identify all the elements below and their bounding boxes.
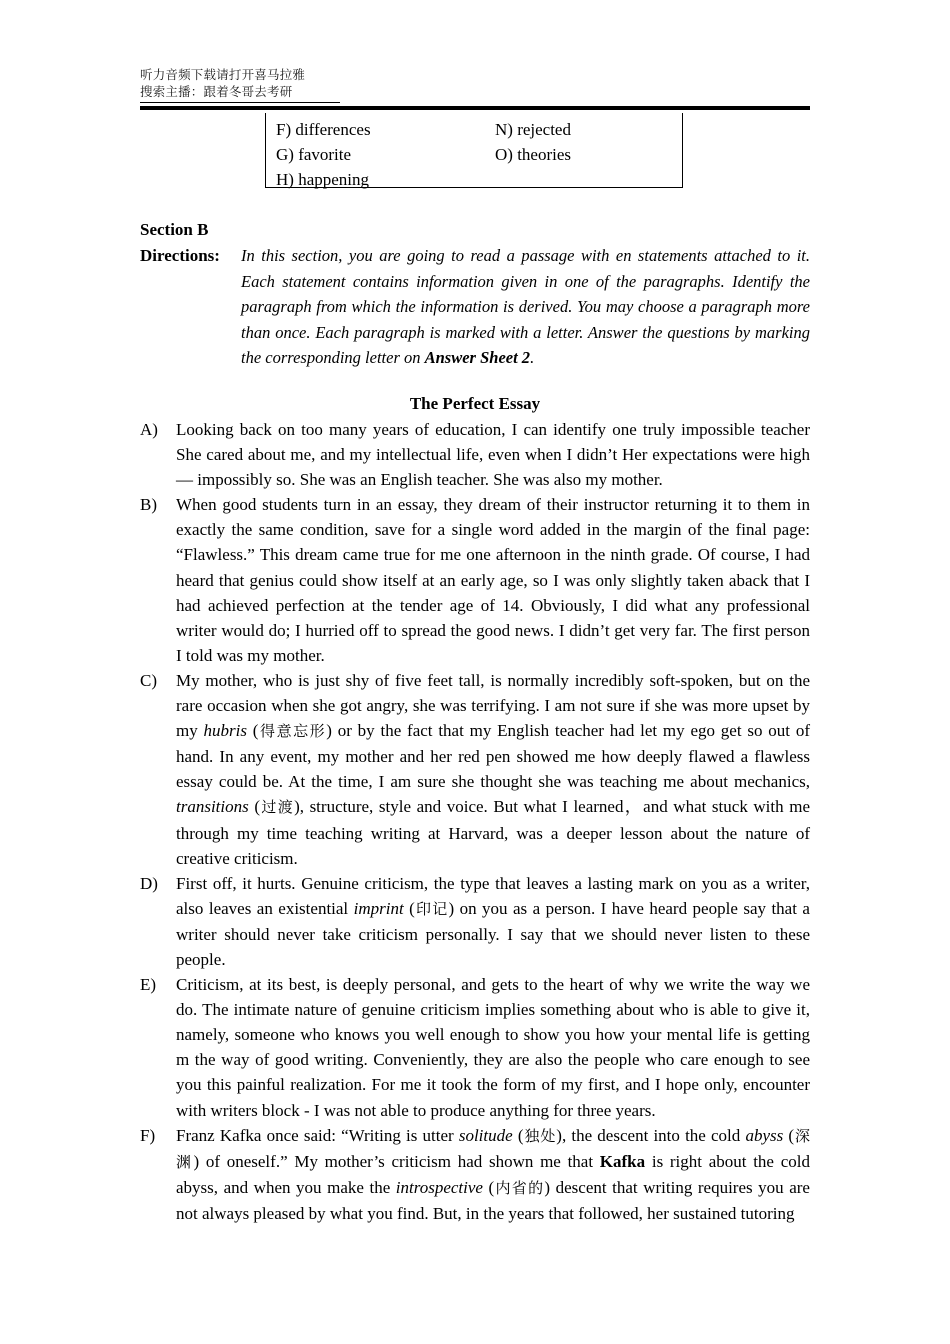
chinese-gloss: 内省的 <box>494 1178 545 1197</box>
text-run: ) descent that writing requires you are not always pleased by what you find. But, in the years that followed, her sustained tutoring <box>176 1177 810 1223</box>
text-run: ) on you as a person. I have heard people say that a writer should never take criticism personally. I say that we should never listen to these people. <box>176 898 810 969</box>
paragraph-letter: C) <box>140 670 157 690</box>
essay-paragraph <box>140 417 810 492</box>
paragraph-text <box>176 420 810 489</box>
text-run: ( <box>512 1125 524 1145</box>
text-run: ( <box>783 1125 795 1145</box>
italic-term: introspective <box>395 1177 483 1197</box>
text-run: is right about the cold abyss, and when you make the <box>176 1151 810 1197</box>
chinese-gloss: 印记 <box>414 899 449 918</box>
paragraph-text <box>176 671 810 868</box>
bold-term: Kafka <box>599 1151 646 1171</box>
text-run: When good students turn in an essay, they dream of their instructor returning it to them in exactly the same condition, save for a single word added in the margin of the final page: “Flawless.” This dream came true for me one afternoon in the ninth grade. Of course, I had heard that genius could show itself at an early age, so I was only slightly taken aback that I had achieved perfection at the tender age of 14. Obviously, I did what any professional writer would do; I hurried off to spread the good news. I didn’t get very far. The first person I told was my mother. <box>176 495 810 665</box>
essay-paragraph <box>140 1123 810 1226</box>
italic-term: hubris <box>203 721 247 741</box>
text-run: First off, it hurts. Genuine criticism, the type that leaves a lasting mark on you as a writer, also leaves an existential <box>176 873 810 918</box>
paragraph-letter: F) <box>140 1125 156 1145</box>
answer-sheet-reference: Answer Sheet 2 <box>424 348 531 367</box>
word-bank-option: H) happening <box>276 170 370 189</box>
essay-paragraph <box>140 972 810 1123</box>
word-bank-option: G) favorite <box>276 145 352 164</box>
chinese-gloss: 过渡 <box>260 798 295 817</box>
essay-paragraph <box>140 668 810 871</box>
chinese-gloss: 独处 <box>523 1126 557 1145</box>
header-thick-rule <box>140 106 810 110</box>
passage-body <box>140 417 810 1226</box>
directions-block <box>140 243 810 371</box>
directions-text-part-2: n this section, you are going to read a passage with en statements attached to it. Each statement contains information given in one of the paragraphs. Identify the paragraph from which the information is derived. You may choose a paragraph more than once. Each paragraph is marked with a letter. Answer the questions by marking the corresponding letter on <box>241 246 810 367</box>
text-run: ), structure, style and voice. But what I learned，and what stuck with me through my time teaching writing at Harvard, was a deeper lesson about the nature of creative criticism. <box>176 797 810 868</box>
paragraph-text <box>176 975 810 1119</box>
italic-term: imprint <box>353 898 404 918</box>
essay-title: The Perfect Essay <box>409 394 541 413</box>
paragraph-letter: A) <box>140 420 158 439</box>
directions-text-part-1: I <box>241 246 247 265</box>
paragraph-letter: D) <box>140 873 158 893</box>
word-bank-box <box>265 113 683 188</box>
italic-term: abyss <box>745 1125 784 1145</box>
paragraph-text <box>176 874 810 969</box>
text-run: Criticism, at its best, is deeply personal, and gets to the heart of why we write the way we do. The intimate nature of genuine criticism implies something about who is able to give it, namely, someone who knows you well enough to show you how your mental life is getting m the way of good writing. Conveniently, they are also the people who care enough to see you this painful realization. For me it took the form of my first, and I hope only, encounter with writers block - I was not able to produce anything for three years. <box>176 975 810 1120</box>
word-bank-option: O) theories <box>495 145 572 164</box>
word-bank-option: N) rejected <box>495 120 571 139</box>
chinese-gloss: 得意忘形 <box>258 722 327 741</box>
italic-term: solitude <box>458 1125 513 1145</box>
section-heading: Section B <box>140 220 209 239</box>
header-thin-rule <box>140 102 340 103</box>
paragraph-text <box>176 495 810 665</box>
word-bank-left-column <box>276 117 371 192</box>
paragraph-text <box>176 1126 810 1223</box>
text-run: ( <box>482 1177 495 1197</box>
text-run: ( <box>247 721 259 741</box>
text-run: ( <box>403 898 415 918</box>
word-bank-option: F) differences <box>276 120 371 139</box>
chinese-gloss: 深渊 <box>176 1126 810 1171</box>
text-run: ( <box>248 797 261 817</box>
header-line-2: 搜索主播：跟着冬哥去考研 <box>140 84 293 99</box>
text-run: ) of oneself.” My mother’s criticism had shown me that <box>193 1151 600 1171</box>
directions-text <box>241 243 810 371</box>
essay-paragraph <box>140 492 810 668</box>
paragraph-letter: E) <box>140 975 157 995</box>
header-line-1: 听力音频下载请打开喜马拉雅 <box>140 67 306 82</box>
essay-paragraph <box>140 871 810 972</box>
directions-text-part-3: . <box>530 348 535 367</box>
text-run: My mother, who is just shy of five feet tall, is normally incredibly soft-spoken, but on the rare occasion when she got angry, she was terrifying. I am not sure if she was more upset by my <box>176 670 810 741</box>
word-bank-right-column <box>495 117 571 167</box>
text-run: Looking back on too many years of education, I can identify one truly impossible teacher She cared about me, and my intellectual life, even when I didn’t Her expectations were high — impossibly so. She was an English teacher. She was also my mother. <box>176 420 810 490</box>
paragraph-letter: B) <box>140 495 157 515</box>
running-header <box>140 66 810 100</box>
directions-label: Directions: <box>140 246 220 265</box>
italic-term: transitions <box>176 797 249 817</box>
text-run: ), the descent into the cold <box>556 1125 746 1145</box>
text-run: ) or by the fact that my English teacher had let my ego get so out of hand. In any event, my mother and her red pen showed me how deeply flawed a flawless essay could be. At the time, I am sure she thought she was teaching me about mechanics, <box>176 721 810 792</box>
text-run: Franz Kafka once said: “Writing is utter <box>176 1125 459 1145</box>
